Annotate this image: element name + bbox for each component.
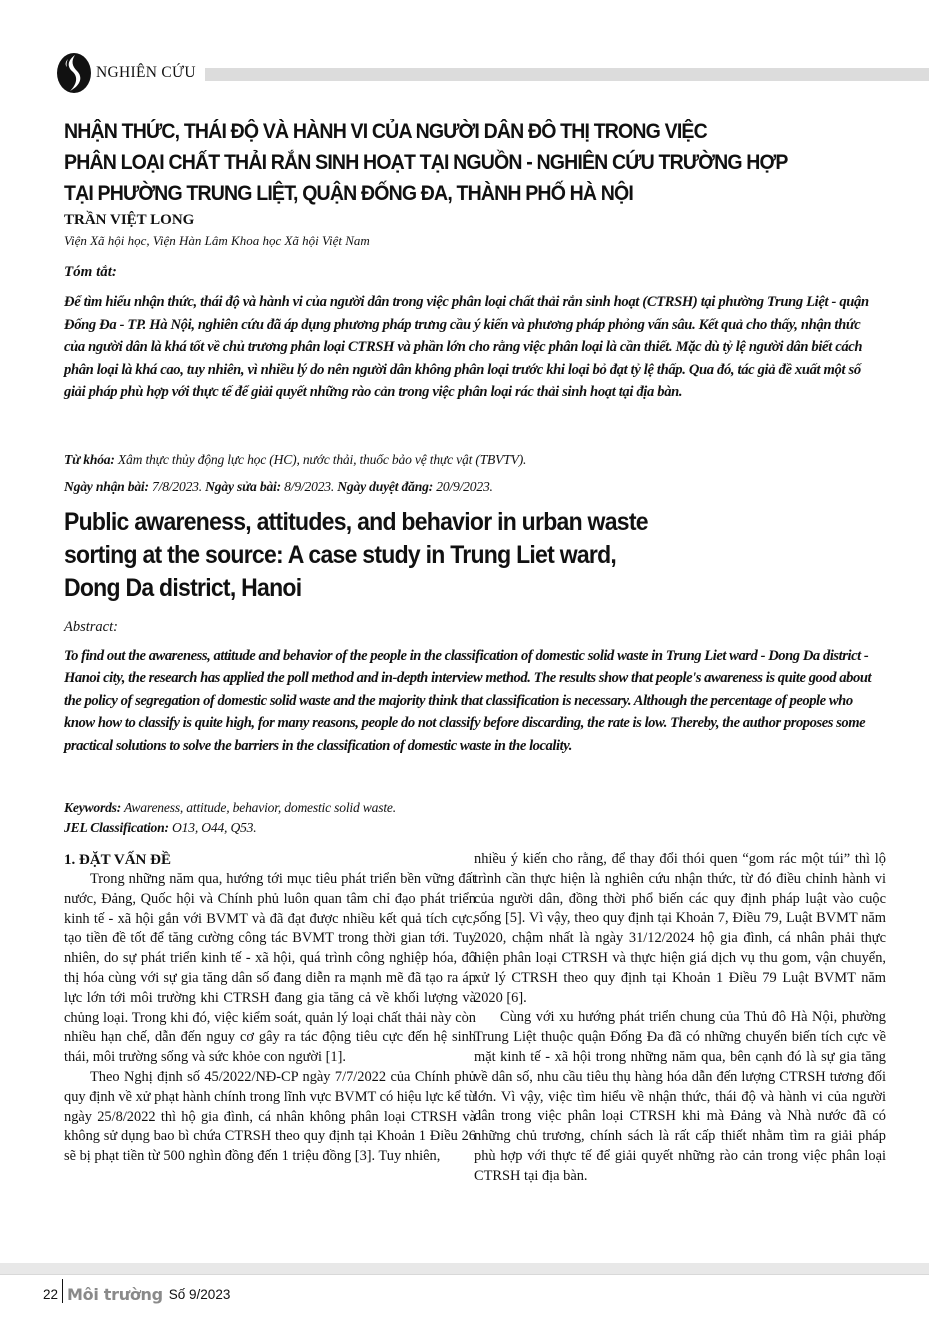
title-en-line: sorting at the source: A case study in Trung Liet ward, xyxy=(64,541,617,569)
abstract-en-text: To find out the awareness, attitude and behavior of the people in the classification of domestic solid waste in Trung Liet ward - Dong Da district - Hanoi city, the research has applied the poll method and in-depth interview method. The results show that people's awareness is quite good about the policy of segregation of domestic solid waste and the majority think that classification is necessary. Although the percentage of people who know how to classify is quite high, for many reasons, people do not classify before discarding, the rate is low. Thereby, the author proposes some practical solutions to solve the barriers in the classification of domestic waste in the locality. xyxy=(64,648,872,754)
abstract-vn-heading: Tóm tắt: xyxy=(64,264,117,280)
jel-value: O13, O44, Q53. xyxy=(168,820,257,835)
body-paragraph: Trong những năm qua, hướng tới mục tiêu phát triển bền vững đất nước, Đảng, Quốc hội và Chính phủ luôn quan tâm chỉ đạo phát triển kinh tế - xã hội gắn với BVMT và đã đạt được nhiều kết quả tích cực, tạo tiền đề tốt để tăng cường công tác BVMT trong thời gian tới. Tuy nhiên, do sự phát triển kinh tế - xã hội, quá trình công nghiệp hóa, đô thị hóa cùng với sự gia tăng dân số đang diễn ra mạnh mẽ đã tạo ra áp lực lớn tới môi trường khi CTRSH đang gia tăng cả về khối lượng và chủng loại. Trong khi đó, việc kiểm soát, quản lý loại chất thải này còn nhiều hạn chế, dẫn đến nguy cơ gây ra tác động tiêu cực đến hệ sinh thái, môi trường sống và sức khỏe con người [1]. xyxy=(64,871,476,1066)
keywords-vn-label: Từ khóa: xyxy=(64,452,115,467)
page-header xyxy=(52,48,929,98)
section-label: NGHIÊN CỨU xyxy=(96,64,196,81)
issue-number: Số 9/2023 xyxy=(168,1286,231,1302)
section-heading: 1. ĐẶT VẤN ĐỀ xyxy=(64,852,171,868)
received-date: 7/8/2023. xyxy=(148,479,206,494)
title-en-line: Dong Da district, Hanoi xyxy=(64,574,302,602)
body-paragraph: Theo Nghị định số 45/2022/NĐ-CP ngày 7/7/2022 của Chính phủ quy định về xử phạt hành chính trong lĩnh vực BVMT có hiệu lực kể từ ngày 25/8/2022 thì hộ gia đình, cá nhân không phân loại CTRSH và không sử dụng bao bì chứa CTRSH theo quy định tại Khoản 1 Điều 26 sẽ bị phạt tiền từ 500 nghìn đồng đến 1 triệu đồng [3]. Tuy nhiên, xyxy=(64,1068,476,1165)
article-title-en xyxy=(64,506,818,605)
jel-label: JEL Classification: xyxy=(64,820,169,835)
title-vn-line: NHẬN THỨC, THÁI ĐỘ VÀ HÀNH VI CỦA NGƯỜI DÂN ĐÔ THỊ TRONG VIỆC xyxy=(64,120,707,143)
body-column-left xyxy=(64,850,476,1167)
header-rule xyxy=(205,68,929,81)
keywords-en-value: Awareness, attitude, behavior, domestic solid waste. xyxy=(121,800,396,815)
accepted-label: Ngày duyệt đăng: xyxy=(337,479,434,494)
body-paragraph: Cùng với xu hướng phát triển chung của Thủ đô Hà Nội, phường Trung Liệt thuộc quận Đống Đa đã có những chuyển biến tích cực về mặt kinh tế - xã hội trong những năm qua, bên cạnh đó là sự gia tăng về dân số, nhu cầu tiêu thụ hàng hóa dẫn đến lượng CTRSH tương đối lớn. Vì vậy, việc tìm hiểu về nhận thức, thái độ và hành vi của người dân trong việc phân loại CTRSH khi mà Đảng và Nhà nước đã có những chủ trương, chính sách là rất cấp thiết nhằm tìm ra giải pháp phù hợp với thực tế để giải quyết những rào cản trong việc phân loại CTRSH tại địa bàn. xyxy=(474,1009,886,1184)
body-paragraph: nhiều ý kiến cho rằng, để thay đổi thói quen “gom rác một túi” thì lộ trình cần thực hiện là nghiên cứu nhận thức, từ đó điều chỉnh hành vi của người dân, đồng thời phổ biến các quy định pháp luật vào cuộc sống [5]. Vì vậy, theo quy định tại Khoản 7, Điều 79, Luật BVMT năm 2020, chậm nhất là ngày 31/12/2024 hộ gia đình, cá nhân phải thực hiện phân loại CTRSH và thực hiện giá dịch vụ thu gom, vận chuyển, xử lý CTRSH theo quy định tại Khoản 1 Điều 79 Luật BVMT năm 2020 [6]. xyxy=(474,851,886,1006)
footer-rule xyxy=(0,1263,929,1275)
footer-divider xyxy=(62,1279,63,1303)
title-vn-line: PHÂN LOẠI CHẤT THẢI RẮN SINH HOẠT TẠI NGUỒN - NGHIÊN CỨU TRƯỜNG HỢP xyxy=(64,151,788,174)
journal-name: Môi trường xyxy=(67,1284,163,1304)
author-name: TRẦN VIỆT LONG xyxy=(64,212,195,228)
keywords-vn xyxy=(64,452,526,468)
author-affiliation: Viện Xã hội học, Viện Hàn Lâm Khoa học Xã hội Việt Nam xyxy=(64,233,370,248)
revised-date: 8/9/2023. xyxy=(280,479,338,494)
keywords-en-label: Keywords: xyxy=(64,800,122,815)
keywords-vn-value: Xâm thực thủy động lực học (HC), nước thải, thuốc bảo vệ thực vật (TBVTV). xyxy=(114,452,527,467)
title-en-line: Public awareness, attitudes, and behavior in urban waste xyxy=(64,508,648,536)
received-label: Ngày nhận bài: xyxy=(64,479,149,494)
abstract-vn-text: Để tìm hiểu nhận thức, thái độ và hành vi của người dân trong việc phân loại chất thải rắn sinh hoạt (CTRSH) tại phường Trung Liệt - quận Đống Đa - TP. Hà Nội, nghiên cứu đã áp dụng phương pháp trưng cầu ý kiến và phương pháp phỏng vấn sâu. Kết quả cho thấy, nhận thức của người dân là khá tốt về chủ trương phân loại CTRSH và phần lớn cho rằng việc phân loại là cần thiết. Mặc dù tỷ lệ người dân biết cách phân loại là khá cao, tuy nhiên, vì nhiều lý do nên người dân không phân loại trước khi loại bỏ đạt tỷ lệ thấp. Qua đó, tác giả đề xuất một số giải pháp phù hợp với thực tế để giải quyết những rào cản trong việc phân loại rác thải sinh hoạt tại địa bàn. xyxy=(64,294,869,401)
revised-label: Ngày sửa bài: xyxy=(205,479,281,494)
page-footer xyxy=(43,1281,230,1307)
article-title-vn xyxy=(64,116,827,209)
article-dates xyxy=(64,479,493,495)
page-number: 22 xyxy=(43,1286,59,1302)
accepted-date: 20/9/2023. xyxy=(433,479,493,494)
abstract-en-heading: Abstract: xyxy=(64,619,118,635)
journal-logo-icon xyxy=(55,51,93,95)
jel-classification xyxy=(64,820,256,836)
keywords-en xyxy=(64,800,396,816)
body-column-right xyxy=(474,850,886,1187)
title-vn-line: TẠI PHƯỜNG TRUNG LIỆT, QUẬN ĐỐNG ĐA, THÀNH PHỐ HÀ NỘI xyxy=(64,182,633,205)
